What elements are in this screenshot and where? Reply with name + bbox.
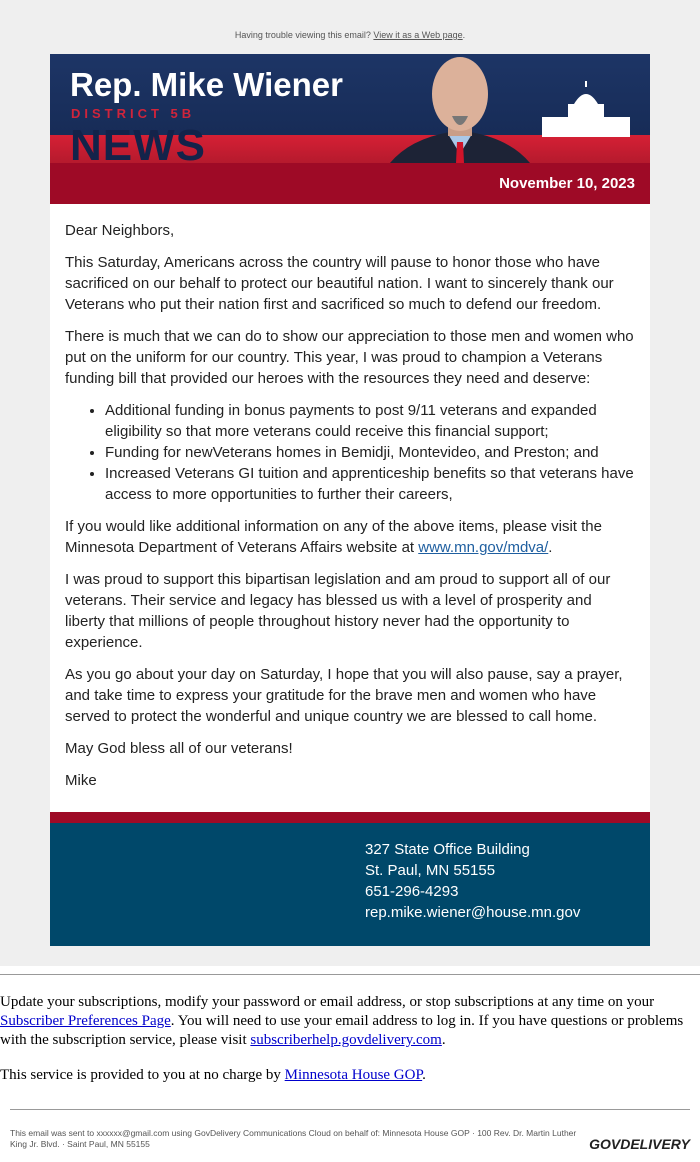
preheader-text: Having trouble viewing this email? [234, 30, 374, 40]
signature: Mike [65, 772, 97, 789]
paragraph: As you go about your day on Saturday, I hope that you will also pause, say a prayer, and take time to express your gratitude for the brave men and women who have served to protect the wonderful and unique country we are blessed to call home. [65, 666, 623, 725]
subscriber-help-link[interactable]: subscriberhelp.govdelivery.com [250, 1032, 442, 1048]
subscription-info [0, 975, 700, 1085]
email-body [50, 204, 650, 812]
banner-district: DISTRICT 5B [71, 106, 196, 121]
banner-news: NEWS [70, 126, 206, 163]
preheader-end: . [462, 30, 466, 40]
greeting: Dear Neighbors, [65, 222, 175, 239]
footer [10, 1109, 690, 1162]
subs-text: This service is provided to you at no charge by [0, 1067, 285, 1083]
subscription-text [0, 993, 700, 1050]
subs-text: . You will need to use your email address to log in. If you have questions or problems with the subscription service, please visit [0, 1013, 684, 1048]
service-text [0, 1066, 700, 1085]
representative-photo [380, 54, 540, 163]
minnesota-house-gop-link[interactable]: Minnesota House GOP [284, 1067, 423, 1083]
web-page-link[interactable]: View it as a Web page [373, 30, 463, 40]
banner-name: Rep. Mike Wiener [70, 66, 343, 103]
paragraph: I was proud to support this bipartisan legislation and am proud to support all of our veterans. Their service and legacy has blessed us with a level of prosperity and liberty that millions of people throughout history never had the opportunity to experience. [65, 571, 611, 651]
paragraph-text: If you would like additional information on any of the above items, please visit the Minnesota Department of Veterans Affairs website at [65, 518, 602, 556]
paragraph [65, 516, 635, 558]
list-item: • Increased Veterans GI tuition and apprenticeship benefits so that veterans have access to more opportunities to further their careers, [105, 463, 635, 505]
subs-text: . [422, 1067, 426, 1083]
paragraph: May God bless all of our veterans! [65, 740, 293, 757]
subs-text: . [441, 1032, 446, 1048]
bullet-list [65, 400, 635, 505]
newsletter-date: November 10, 2023 [499, 175, 635, 192]
paragraph: There is much that we can do to show our appreciation to those men and women who put on the uniform for our country. This year, I was proud to champion a Veterans funding bill that provided our heroes with the resources they need and deserve: [65, 328, 634, 387]
govdelivery-logo[interactable]: GOVDELIVERY [589, 1136, 690, 1152]
address-line: St. Paul, MN 55155 [365, 862, 496, 879]
contact-address [50, 823, 650, 946]
paragraph: This Saturday, Americans across the country will pause to honor those who have sacrificed on our behalf to protect our beautiful nation. I want to sincerely thank our Veterans who put their nation first and sacrificed so much to defend our freedom. [65, 254, 614, 313]
subscriber-preferences-link[interactable]: Subscriber Preferences Page [0, 1013, 171, 1029]
list-item: • Funding for newVeterans homes in Bemidji, Montevideo, and Preston; and [105, 442, 635, 463]
subs-text: Update your subscriptions, modify your password or email address, or stop subscriptions at any time on your [0, 994, 655, 1010]
phone: 651-296-4293 [365, 883, 459, 900]
footer-red-strip [50, 812, 650, 823]
footer-text: This email was sent to xxxxxx@gmail.com using GovDelivery Communications Cloud on behalf of: Minnesota House GOP · 100 Rev. Dr. Martin Luther King Jr. Blvd. · Saint Paul, MN 55155 [10, 1128, 577, 1149]
email-card [50, 54, 650, 946]
mdva-link[interactable]: www.mn.gov/mdva/ [418, 539, 549, 556]
paragraph-end: . [548, 539, 553, 556]
capitol-icon [538, 79, 633, 139]
list-item: • Additional funding in bonus payments to post 9/11 veterans and expanded eligibility so that more veterans could receive this financial support; [105, 400, 635, 442]
preheader [0, 30, 700, 40]
email[interactable]: rep.mike.wiener@house.mn.gov [365, 904, 581, 921]
banner [50, 54, 650, 204]
address-line: 327 State Office Building [365, 841, 530, 858]
